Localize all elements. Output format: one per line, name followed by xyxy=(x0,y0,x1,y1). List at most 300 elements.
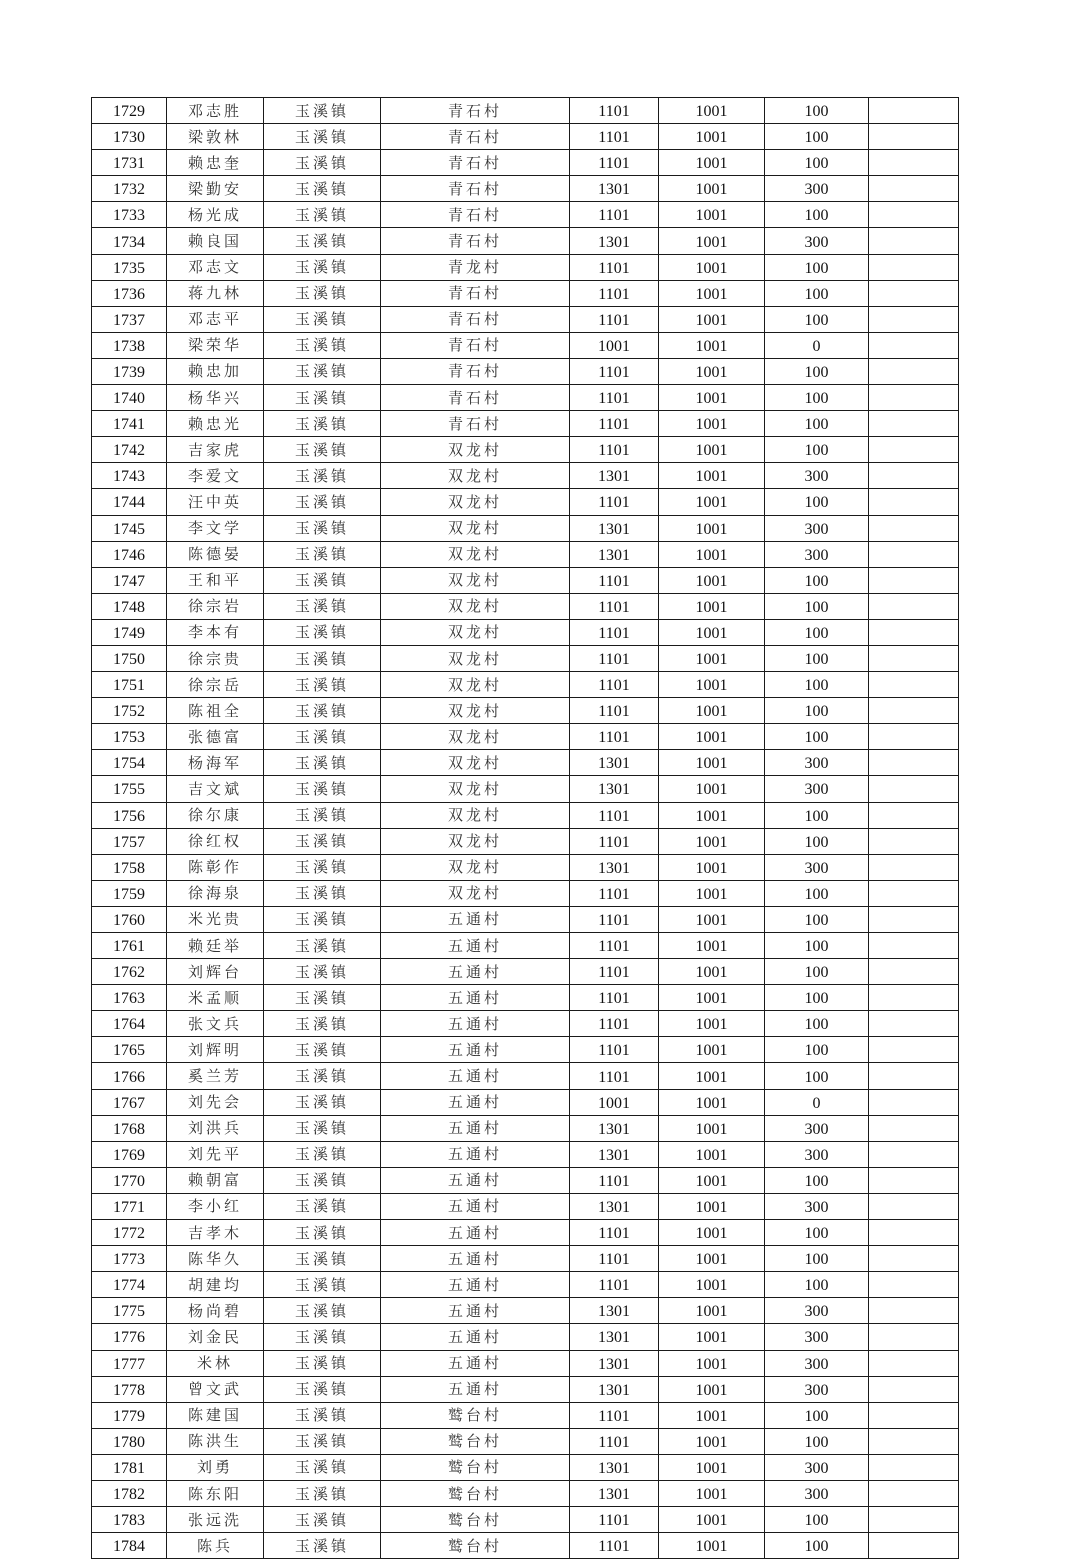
town-cell: 玉溪镇 xyxy=(264,385,381,411)
code1-cell: 1301 xyxy=(570,1298,659,1324)
row-number-cell: 1777 xyxy=(92,1350,167,1376)
note-cell xyxy=(869,254,959,280)
code1-cell: 1101 xyxy=(570,1272,659,1298)
town-cell: 玉溪镇 xyxy=(264,959,381,985)
note-cell xyxy=(869,619,959,645)
code1-cell: 1101 xyxy=(570,1246,659,1272)
note-cell xyxy=(869,567,959,593)
amount-cell: 300 xyxy=(765,1480,869,1506)
table-row xyxy=(92,489,959,515)
name-cell: 梁敦林 xyxy=(167,124,264,150)
town-cell: 玉溪镇 xyxy=(264,1507,381,1533)
code2-cell: 1001 xyxy=(659,98,765,124)
town-cell: 玉溪镇 xyxy=(264,306,381,332)
town-cell: 玉溪镇 xyxy=(264,698,381,724)
table-row xyxy=(92,541,959,567)
village-cell: 五通村 xyxy=(381,1141,570,1167)
name-cell: 米孟顺 xyxy=(167,985,264,1011)
table-row xyxy=(92,802,959,828)
name-cell: 刘勇 xyxy=(167,1454,264,1480)
village-cell: 五通村 xyxy=(381,1220,570,1246)
row-number-cell: 1770 xyxy=(92,1167,167,1193)
town-cell: 玉溪镇 xyxy=(264,176,381,202)
note-cell xyxy=(869,306,959,332)
amount-cell: 100 xyxy=(765,1011,869,1037)
code1-cell: 1301 xyxy=(570,776,659,802)
table-row xyxy=(92,385,959,411)
row-number-cell: 1757 xyxy=(92,828,167,854)
row-number-cell: 1753 xyxy=(92,724,167,750)
row-number-cell: 1748 xyxy=(92,593,167,619)
table-row xyxy=(92,1115,959,1141)
code1-cell: 1101 xyxy=(570,1220,659,1246)
code2-cell: 1001 xyxy=(659,619,765,645)
amount-cell: 300 xyxy=(765,515,869,541)
village-cell: 双龙村 xyxy=(381,489,570,515)
name-cell: 李本有 xyxy=(167,619,264,645)
amount-cell: 100 xyxy=(765,98,869,124)
code2-cell: 1001 xyxy=(659,776,765,802)
village-cell: 双龙村 xyxy=(381,593,570,619)
note-cell xyxy=(869,358,959,384)
note-cell xyxy=(869,854,959,880)
amount-cell: 300 xyxy=(765,854,869,880)
village-cell: 双龙村 xyxy=(381,802,570,828)
town-cell: 玉溪镇 xyxy=(264,619,381,645)
code2-cell: 1001 xyxy=(659,306,765,332)
table-row xyxy=(92,1089,959,1115)
town-cell: 玉溪镇 xyxy=(264,437,381,463)
town-cell: 玉溪镇 xyxy=(264,906,381,932)
village-cell: 青石村 xyxy=(381,385,570,411)
code2-cell: 1001 xyxy=(659,880,765,906)
table-row xyxy=(92,698,959,724)
table-row xyxy=(92,463,959,489)
town-cell: 玉溪镇 xyxy=(264,489,381,515)
code2-cell: 1001 xyxy=(659,1037,765,1063)
name-cell: 刘先平 xyxy=(167,1141,264,1167)
code1-cell: 1101 xyxy=(570,985,659,1011)
row-number-cell: 1734 xyxy=(92,228,167,254)
row-number-cell: 1782 xyxy=(92,1480,167,1506)
name-cell: 刘洪兵 xyxy=(167,1115,264,1141)
amount-cell: 300 xyxy=(765,1454,869,1480)
code1-cell: 1101 xyxy=(570,1037,659,1063)
table-row xyxy=(92,1376,959,1402)
row-number-cell: 1771 xyxy=(92,1193,167,1219)
name-cell: 李爱文 xyxy=(167,463,264,489)
amount-cell: 300 xyxy=(765,1376,869,1402)
village-cell: 五通村 xyxy=(381,1324,570,1350)
town-cell: 玉溪镇 xyxy=(264,880,381,906)
note-cell xyxy=(869,98,959,124)
row-number-cell: 1745 xyxy=(92,515,167,541)
code2-cell: 1001 xyxy=(659,906,765,932)
village-cell: 五通村 xyxy=(381,1298,570,1324)
code1-cell: 1101 xyxy=(570,98,659,124)
name-cell: 李小红 xyxy=(167,1193,264,1219)
code2-cell: 1001 xyxy=(659,463,765,489)
note-cell xyxy=(869,1037,959,1063)
code2-cell: 1001 xyxy=(659,1141,765,1167)
row-number-cell: 1780 xyxy=(92,1428,167,1454)
village-cell: 五通村 xyxy=(381,1272,570,1298)
row-number-cell: 1776 xyxy=(92,1324,167,1350)
village-cell: 五通村 xyxy=(381,985,570,1011)
code1-cell: 1001 xyxy=(570,1089,659,1115)
code1-cell: 1101 xyxy=(570,385,659,411)
note-cell xyxy=(869,1193,959,1219)
code2-cell: 1001 xyxy=(659,750,765,776)
village-cell: 青龙村 xyxy=(381,254,570,280)
name-cell: 陈彰作 xyxy=(167,854,264,880)
village-cell: 五通村 xyxy=(381,959,570,985)
note-cell xyxy=(869,1089,959,1115)
village-cell: 鹫台村 xyxy=(381,1480,570,1506)
code1-cell: 1101 xyxy=(570,619,659,645)
town-cell: 玉溪镇 xyxy=(264,828,381,854)
village-cell: 双龙村 xyxy=(381,776,570,802)
code2-cell: 1001 xyxy=(659,854,765,880)
amount-cell: 100 xyxy=(765,1220,869,1246)
town-cell: 玉溪镇 xyxy=(264,1246,381,1272)
town-cell: 玉溪镇 xyxy=(264,985,381,1011)
note-cell xyxy=(869,933,959,959)
row-number-cell: 1769 xyxy=(92,1141,167,1167)
name-cell: 赖忠加 xyxy=(167,358,264,384)
table-row xyxy=(92,1324,959,1350)
name-cell: 杨光成 xyxy=(167,202,264,228)
amount-cell: 300 xyxy=(765,228,869,254)
table-row xyxy=(92,176,959,202)
town-cell: 玉溪镇 xyxy=(264,411,381,437)
amount-cell: 300 xyxy=(765,750,869,776)
code1-cell: 1101 xyxy=(570,1428,659,1454)
town-cell: 玉溪镇 xyxy=(264,1376,381,1402)
village-cell: 鹫台村 xyxy=(381,1454,570,1480)
town-cell: 玉溪镇 xyxy=(264,1115,381,1141)
name-cell: 陈东阳 xyxy=(167,1480,264,1506)
row-number-cell: 1730 xyxy=(92,124,167,150)
name-cell: 曾文武 xyxy=(167,1376,264,1402)
name-cell: 邓志文 xyxy=(167,254,264,280)
note-cell xyxy=(869,1402,959,1428)
village-cell: 青石村 xyxy=(381,228,570,254)
code1-cell: 1301 xyxy=(570,750,659,776)
code1-cell: 1101 xyxy=(570,411,659,437)
town-cell: 玉溪镇 xyxy=(264,1011,381,1037)
table-row xyxy=(92,358,959,384)
row-number-cell: 1764 xyxy=(92,1011,167,1037)
row-number-cell: 1762 xyxy=(92,959,167,985)
table-row xyxy=(92,828,959,854)
amount-cell: 100 xyxy=(765,906,869,932)
code1-cell: 1301 xyxy=(570,1350,659,1376)
name-cell: 王和平 xyxy=(167,567,264,593)
code1-cell: 1101 xyxy=(570,437,659,463)
village-cell: 青石村 xyxy=(381,176,570,202)
town-cell: 玉溪镇 xyxy=(264,280,381,306)
amount-cell: 100 xyxy=(765,202,869,228)
village-cell: 鹫台村 xyxy=(381,1402,570,1428)
row-number-cell: 1731 xyxy=(92,150,167,176)
village-cell: 五通村 xyxy=(381,1011,570,1037)
amount-cell: 100 xyxy=(765,1428,869,1454)
code2-cell: 1001 xyxy=(659,567,765,593)
table-row xyxy=(92,593,959,619)
name-cell: 赖良国 xyxy=(167,228,264,254)
amount-cell: 300 xyxy=(765,1298,869,1324)
name-cell: 徐宗岳 xyxy=(167,672,264,698)
name-cell: 杨华兴 xyxy=(167,385,264,411)
code2-cell: 1001 xyxy=(659,1272,765,1298)
code1-cell: 1101 xyxy=(570,802,659,828)
name-cell: 徐宗岩 xyxy=(167,593,264,619)
note-cell xyxy=(869,1507,959,1533)
row-number-cell: 1766 xyxy=(92,1063,167,1089)
note-cell xyxy=(869,724,959,750)
code1-cell: 1301 xyxy=(570,1454,659,1480)
amount-cell: 100 xyxy=(765,880,869,906)
amount-cell: 100 xyxy=(765,411,869,437)
code2-cell: 1001 xyxy=(659,1324,765,1350)
code1-cell: 1301 xyxy=(570,1480,659,1506)
town-cell: 玉溪镇 xyxy=(264,1037,381,1063)
code2-cell: 1001 xyxy=(659,724,765,750)
row-number-cell: 1744 xyxy=(92,489,167,515)
table-row xyxy=(92,515,959,541)
note-cell xyxy=(869,1272,959,1298)
town-cell: 玉溪镇 xyxy=(264,1350,381,1376)
amount-cell: 300 xyxy=(765,1324,869,1350)
town-cell: 玉溪镇 xyxy=(264,1480,381,1506)
code1-cell: 1101 xyxy=(570,280,659,306)
town-cell: 玉溪镇 xyxy=(264,1298,381,1324)
table-row xyxy=(92,1141,959,1167)
village-cell: 青石村 xyxy=(381,306,570,332)
town-cell: 玉溪镇 xyxy=(264,1063,381,1089)
row-number-cell: 1768 xyxy=(92,1115,167,1141)
village-cell: 五通村 xyxy=(381,1115,570,1141)
note-cell xyxy=(869,385,959,411)
row-number-cell: 1759 xyxy=(92,880,167,906)
name-cell: 米光贵 xyxy=(167,906,264,932)
code1-cell: 1101 xyxy=(570,828,659,854)
code2-cell: 1001 xyxy=(659,124,765,150)
amount-cell: 100 xyxy=(765,1063,869,1089)
amount-cell: 300 xyxy=(765,1350,869,1376)
amount-cell: 100 xyxy=(765,124,869,150)
row-number-cell: 1779 xyxy=(92,1402,167,1428)
village-cell: 鹫台村 xyxy=(381,1507,570,1533)
note-cell xyxy=(869,1298,959,1324)
code2-cell: 1001 xyxy=(659,1115,765,1141)
code1-cell: 1101 xyxy=(570,124,659,150)
code2-cell: 1001 xyxy=(659,437,765,463)
village-cell: 鹫台村 xyxy=(381,1428,570,1454)
code2-cell: 1001 xyxy=(659,985,765,1011)
amount-cell: 300 xyxy=(765,776,869,802)
name-cell: 徐尔康 xyxy=(167,802,264,828)
note-cell xyxy=(869,1454,959,1480)
town-cell: 玉溪镇 xyxy=(264,1272,381,1298)
code2-cell: 1001 xyxy=(659,1428,765,1454)
code2-cell: 1001 xyxy=(659,202,765,228)
village-cell: 鹫台村 xyxy=(381,1533,570,1559)
note-cell xyxy=(869,1220,959,1246)
code2-cell: 1001 xyxy=(659,332,765,358)
code2-cell: 1001 xyxy=(659,176,765,202)
code1-cell: 1101 xyxy=(570,1063,659,1089)
row-number-cell: 1739 xyxy=(92,358,167,384)
row-number-cell: 1736 xyxy=(92,280,167,306)
row-number-cell: 1774 xyxy=(92,1272,167,1298)
table-row xyxy=(92,411,959,437)
town-cell: 玉溪镇 xyxy=(264,1167,381,1193)
note-cell xyxy=(869,645,959,671)
table-row xyxy=(92,1037,959,1063)
code2-cell: 1001 xyxy=(659,1480,765,1506)
code2-cell: 1001 xyxy=(659,1298,765,1324)
table-row xyxy=(92,150,959,176)
note-cell xyxy=(869,698,959,724)
amount-cell: 100 xyxy=(765,645,869,671)
town-cell: 玉溪镇 xyxy=(264,332,381,358)
name-cell: 徐宗贵 xyxy=(167,645,264,671)
name-cell: 刘先会 xyxy=(167,1089,264,1115)
amount-cell: 100 xyxy=(765,1402,869,1428)
amount-cell: 100 xyxy=(765,802,869,828)
note-cell xyxy=(869,1350,959,1376)
table-row xyxy=(92,985,959,1011)
village-cell: 双龙村 xyxy=(381,515,570,541)
row-number-cell: 1756 xyxy=(92,802,167,828)
row-number-cell: 1738 xyxy=(92,332,167,358)
code2-cell: 1001 xyxy=(659,672,765,698)
town-cell: 玉溪镇 xyxy=(264,254,381,280)
amount-cell: 100 xyxy=(765,828,869,854)
name-cell: 刘辉台 xyxy=(167,959,264,985)
note-cell xyxy=(869,541,959,567)
amount-cell: 300 xyxy=(765,541,869,567)
code2-cell: 1001 xyxy=(659,593,765,619)
row-number-cell: 1783 xyxy=(92,1507,167,1533)
name-cell: 吉家虎 xyxy=(167,437,264,463)
note-cell xyxy=(869,202,959,228)
note-cell xyxy=(869,1141,959,1167)
note-cell xyxy=(869,985,959,1011)
note-cell xyxy=(869,228,959,254)
code2-cell: 1001 xyxy=(659,1350,765,1376)
amount-cell: 100 xyxy=(765,933,869,959)
code1-cell: 1101 xyxy=(570,358,659,384)
row-number-cell: 1765 xyxy=(92,1037,167,1063)
note-cell xyxy=(869,750,959,776)
code1-cell: 1101 xyxy=(570,1507,659,1533)
row-number-cell: 1755 xyxy=(92,776,167,802)
village-cell: 五通村 xyxy=(381,1063,570,1089)
row-number-cell: 1754 xyxy=(92,750,167,776)
name-cell: 徐红权 xyxy=(167,828,264,854)
table-row xyxy=(92,124,959,150)
name-cell: 蒋九林 xyxy=(167,280,264,306)
town-cell: 玉溪镇 xyxy=(264,1141,381,1167)
village-cell: 五通村 xyxy=(381,1089,570,1115)
code2-cell: 1001 xyxy=(659,515,765,541)
row-number-cell: 1749 xyxy=(92,619,167,645)
note-cell xyxy=(869,1480,959,1506)
table-row xyxy=(92,854,959,880)
table-row xyxy=(92,672,959,698)
row-number-cell: 1760 xyxy=(92,906,167,932)
name-cell: 邓志平 xyxy=(167,306,264,332)
code2-cell: 1001 xyxy=(659,1011,765,1037)
table-row xyxy=(92,228,959,254)
code2-cell: 1001 xyxy=(659,698,765,724)
code1-cell: 1101 xyxy=(570,150,659,176)
table-row xyxy=(92,437,959,463)
table-row xyxy=(92,1246,959,1272)
code1-cell: 1101 xyxy=(570,724,659,750)
code1-cell: 1101 xyxy=(570,645,659,671)
name-cell: 赖忠奎 xyxy=(167,150,264,176)
table-row xyxy=(92,645,959,671)
amount-cell: 100 xyxy=(765,1533,869,1559)
code1-cell: 1101 xyxy=(570,1011,659,1037)
code1-cell: 1301 xyxy=(570,1141,659,1167)
row-number-cell: 1747 xyxy=(92,567,167,593)
name-cell: 张文兵 xyxy=(167,1011,264,1037)
town-cell: 玉溪镇 xyxy=(264,358,381,384)
village-cell: 双龙村 xyxy=(381,567,570,593)
amount-cell: 100 xyxy=(765,619,869,645)
amount-cell: 0 xyxy=(765,332,869,358)
amount-cell: 100 xyxy=(765,672,869,698)
code2-cell: 1001 xyxy=(659,1402,765,1428)
village-cell: 青石村 xyxy=(381,124,570,150)
village-cell: 五通村 xyxy=(381,1350,570,1376)
town-cell: 玉溪镇 xyxy=(264,672,381,698)
name-cell: 陈兵 xyxy=(167,1533,264,1559)
note-cell xyxy=(869,1533,959,1559)
amount-cell: 100 xyxy=(765,385,869,411)
code1-cell: 1301 xyxy=(570,1324,659,1350)
note-cell xyxy=(869,906,959,932)
row-number-cell: 1772 xyxy=(92,1220,167,1246)
name-cell: 吉文斌 xyxy=(167,776,264,802)
row-number-cell: 1732 xyxy=(92,176,167,202)
table-row xyxy=(92,933,959,959)
amount-cell: 300 xyxy=(765,1193,869,1219)
village-cell: 青石村 xyxy=(381,332,570,358)
name-cell: 梁勤安 xyxy=(167,176,264,202)
amount-cell: 100 xyxy=(765,280,869,306)
row-number-cell: 1752 xyxy=(92,698,167,724)
town-cell: 玉溪镇 xyxy=(264,802,381,828)
row-number-cell: 1746 xyxy=(92,541,167,567)
name-cell: 汪中英 xyxy=(167,489,264,515)
name-cell: 刘金民 xyxy=(167,1324,264,1350)
amount-cell: 100 xyxy=(765,1167,869,1193)
table-row xyxy=(92,1193,959,1219)
amount-cell: 300 xyxy=(765,1141,869,1167)
table-row xyxy=(92,959,959,985)
table-row xyxy=(92,750,959,776)
code2-cell: 1001 xyxy=(659,385,765,411)
town-cell: 玉溪镇 xyxy=(264,593,381,619)
name-cell: 陈洪生 xyxy=(167,1428,264,1454)
name-cell: 张德富 xyxy=(167,724,264,750)
